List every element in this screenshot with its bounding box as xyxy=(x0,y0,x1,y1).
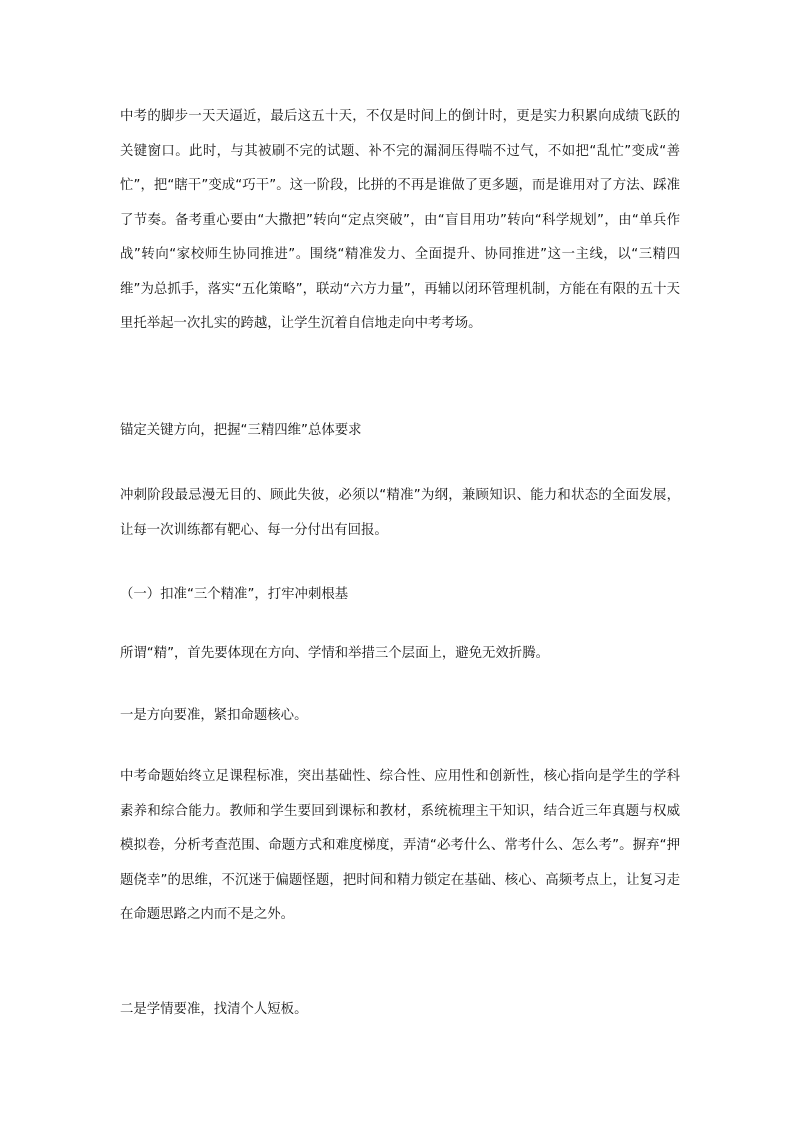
intro-paragraph: 中考的脚步一天天逼近，最后这五十天，不仅是时间上的倒计时，更是实力积累向成绩飞跃的关键窗口。此时，与其被刷不完的试题、补不完的漏洞压得喘不过气，不如把“乱忙”变成“善忙”，把“瞎干”变成“巧干”。这一阶段，比拼的不再是谁做了更多题，而是谁用对了方法、踩准了节奏。备考重心要由“大撒把”转向“定点突破”，由“盲目用功”转向“科学规划”，由“单兵作战”转向“家校师生协同推进”。围绕“精准发力、全面提升、协同推进”这一主线，以“三精四维”为总抓手，落实“五化策略”，联动“六方力量”，再辅以闭环管理机制，方能在有限的五十天里托举起一次扎实的跨越，让学生沉着自信地走向中考考场。 xyxy=(120,109,680,331)
body-paragraph: 所谓“精”，首先要体现在方向、学情和举措三个层面上，避免无效折腾。 xyxy=(120,646,549,661)
section-heading: 锚定关键方向，把握“三精四维”总体要求 xyxy=(120,423,362,438)
point-one: 一是方向要准，紧扣命题核心。 xyxy=(120,708,308,723)
point-two: 二是学情要准，找清个人短板。 xyxy=(120,1002,308,1017)
section-paragraph: 冲刺阶段最忌漫无目的、顾此失彼，必须以“精准”为纲，兼顾知识、能力和状态的全面发展，让每一次训练都有靶心、每一分付出有回报。 xyxy=(120,488,680,538)
subsection-heading: （一）扣准“三个精准”，打牢冲刺根基 xyxy=(120,587,349,602)
body-paragraph-long: 中考命题始终立足课程标准，突出基础性、综合性、应用性和创新性，核心指向是学生的学科素养和综合能力。教师和学生要回到课标和教材，系统梳理主干知识，结合近三年真题与权威模拟卷，分析考查范围、命题方式和难度梯度，弄清“必考什么、常考什么、怎么考”。摒弃“押题侥幸”的思维，不沉迷于偏题怪题，把时间和精力锁定在基础、核心、高频考点上，让复习走在命题思路之内而不是之外。 xyxy=(120,769,680,922)
